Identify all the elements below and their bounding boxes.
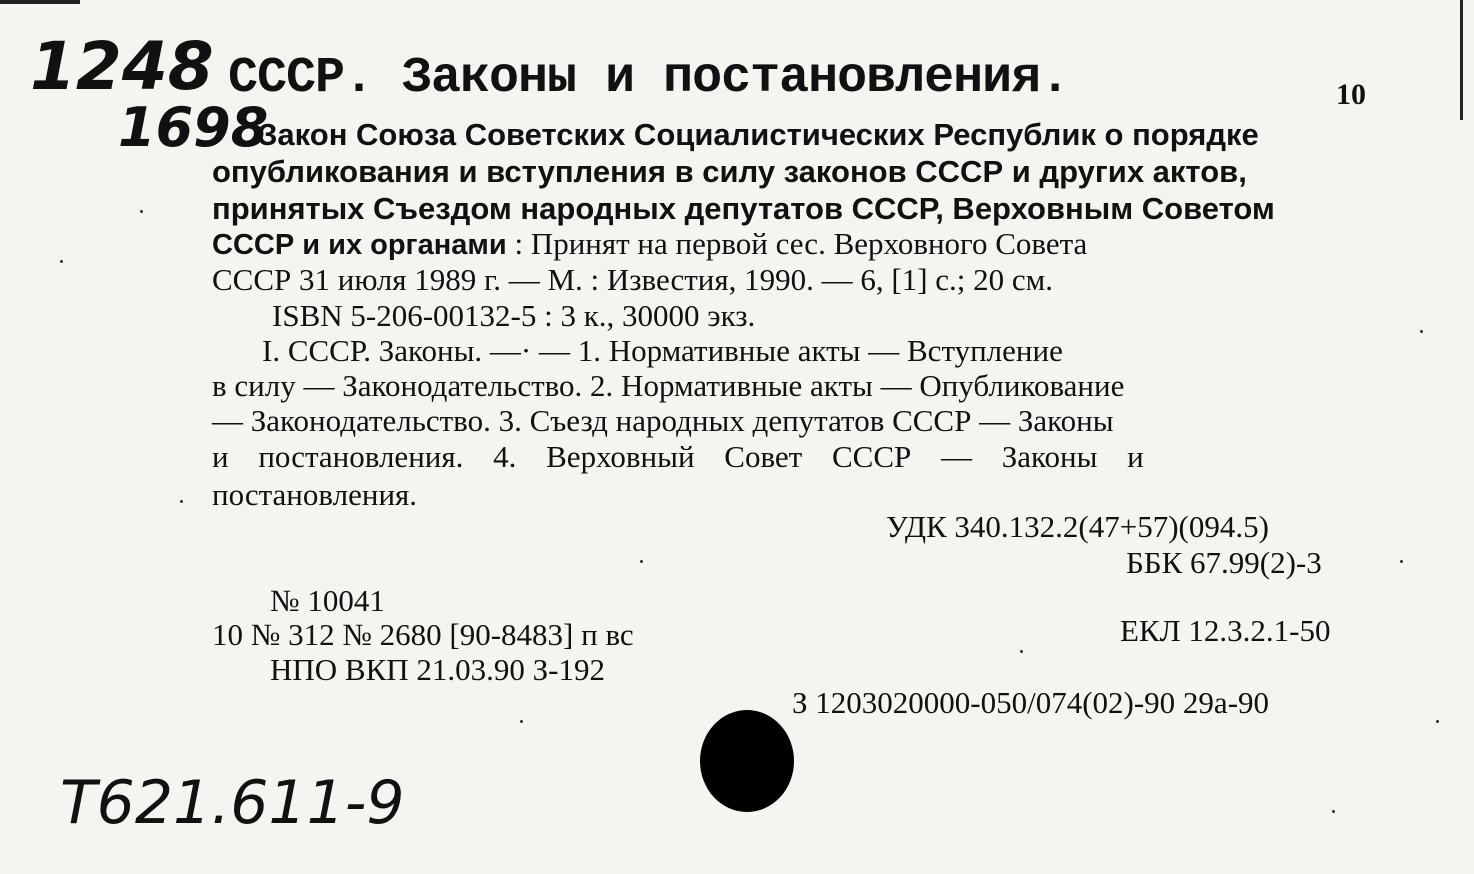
speck [180, 500, 183, 503]
title-line: принятых Съездом народных депутатов СССР, Верховным Советом [212, 191, 1275, 226]
subjects-line: I. СССР. Законы. —· — 1. Нормативные акты — Вступление [262, 333, 1063, 368]
isbn-line: ISBN 5-206-00132-5 : 3 к., 30000 экз. [272, 298, 756, 333]
title-line: опубликования и вступления в силу законов СССР и других актов, [212, 154, 1247, 189]
title-line-rest: : Принят на первой сес. Верховного Совета [506, 226, 1088, 261]
title-line [212, 226, 1087, 262]
subjects-line: — Законодательство. 3. Съезд народных депутатов СССР — Законы [212, 403, 1114, 438]
page-number: 10 [1336, 78, 1366, 111]
speck [1400, 560, 1403, 563]
speck [1332, 810, 1335, 813]
imprint-line: СССР 31 июля 1989 г. — М. : Известия, 1990. — 6, [1] с.; 20 см. [212, 262, 1054, 297]
subjects-line: в силу — Законодательство. 2. Нормативные акты — Опубликование [212, 368, 1125, 403]
speck [640, 560, 643, 563]
speck [1020, 650, 1023, 653]
npo-line: НПО ВКП 21.03.90 З-192 [270, 652, 606, 687]
catalog-heading: СССР. Законы и постановления. [228, 50, 1070, 107]
udk-code: УДК 340.132.2(47+57)(094.5) [886, 509, 1269, 544]
card-edge-line [0, 0, 80, 4]
bbk-code: ББК 67.99(2)-3 [1126, 545, 1322, 580]
speck [520, 720, 523, 723]
catalog-code: З 1203020000-050/074(02)-90 29а-90 [792, 685, 1270, 720]
speck [140, 210, 143, 213]
title-line-bold: СССР и их органами [212, 229, 507, 261]
handwritten-number-second: 1698 [118, 96, 269, 159]
ekl-code: ЕКЛ 12.3.2.1-50 [1120, 613, 1331, 648]
order-line: 10 № 312 № 2680 [90-8483] п вс [212, 617, 634, 652]
card-number: № 10041 [270, 583, 385, 618]
speck [60, 260, 63, 263]
title-line: Закон Союза Советских Социалистических Республик о порядке [258, 117, 1259, 152]
handwritten-number-top: 1248 [30, 28, 214, 105]
subjects-line: постановления. [212, 477, 418, 512]
speck [1436, 720, 1439, 723]
card-edge-line [1460, 0, 1463, 120]
punch-hole [700, 710, 794, 812]
subjects-line: и постановления. 4. Верховный Совет СССР — Законы и [212, 439, 1144, 474]
handwritten-shelf-mark: Т621.611-9 [60, 768, 405, 838]
speck [1420, 330, 1423, 333]
